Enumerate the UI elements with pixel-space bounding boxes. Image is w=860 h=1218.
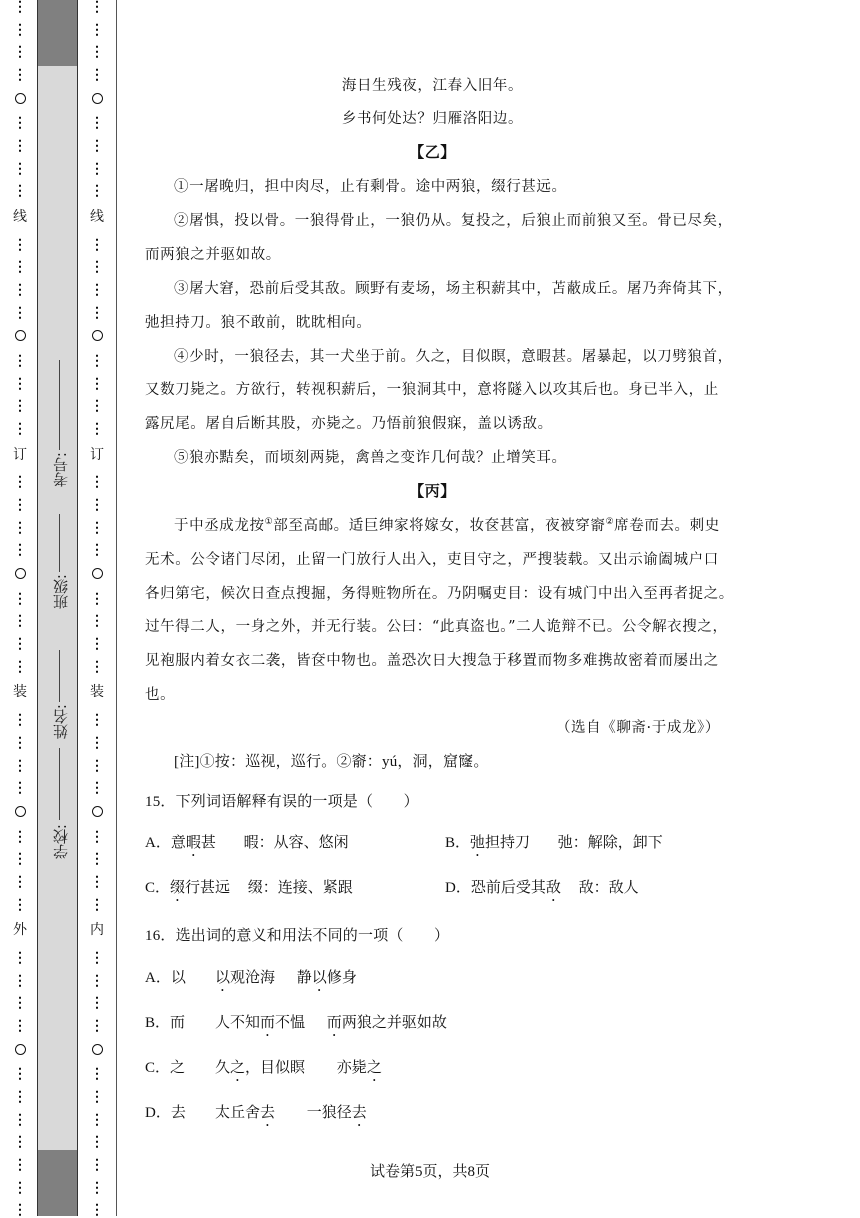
example-text: 太丘舍 bbox=[215, 1105, 261, 1121]
dotted-segment: ⋮ bbox=[13, 160, 27, 177]
paragraph-line: ③屠大窘，恐前后受其敌。顾野有麦场，场主积薪其中，苫蔽成丘。屠乃奔倚其下， bbox=[174, 281, 733, 297]
dotted-segment: ⋮ bbox=[90, 1017, 104, 1034]
dotted-segment: ⋮ bbox=[13, 259, 27, 276]
option-text: 行甚远 bbox=[185, 880, 231, 896]
exam-number-label: 考号: bbox=[52, 452, 70, 488]
binding-hole-circle bbox=[15, 568, 26, 579]
emphasized-char: 暇 bbox=[185, 835, 201, 851]
dotted-segment: ⋮ bbox=[90, 1088, 104, 1105]
dotted-segment: ⋮ bbox=[13, 304, 27, 321]
inner-dotted-line bbox=[89, 0, 105, 1216]
q15-option-d[interactable] bbox=[445, 876, 639, 905]
section-heading-bing: 【丙】 bbox=[409, 482, 456, 500]
class-field[interactable] bbox=[38, 560, 79, 640]
dotted-segment: ⋮ bbox=[90, 995, 104, 1012]
dotted-segment: ⋮ bbox=[90, 398, 104, 415]
dotted-segment: ⋮ bbox=[90, 780, 104, 797]
paragraph-line: 露尻尾。屠自后断其股，亦毙之。乃悟前狼假寐，盖以诱敌。 bbox=[145, 416, 553, 432]
source-citation: （选自《聊斋·于成龙》） bbox=[555, 720, 720, 736]
example-text: 两狼之并驱如故 bbox=[341, 1015, 447, 1031]
dotted-segment: ⋮ bbox=[13, 138, 27, 155]
dotted-segment: ⋮ bbox=[90, 873, 104, 890]
q16-option-c[interactable] bbox=[145, 1056, 382, 1085]
paragraph-line: 又数刀毙之。方欲行，转视积薪后，一狼洞其中，意将隧入以攻其后也。身已半入，止 bbox=[145, 382, 719, 398]
dotted-segment: ⋮ bbox=[13, 183, 27, 200]
dotted-segment: ⋮ bbox=[90, 67, 104, 84]
dotted-segment: ⋮ bbox=[13, 613, 27, 630]
dotted-segment: ⋮ bbox=[90, 304, 104, 321]
dotted-segment: ⋮ bbox=[90, 613, 104, 630]
name-underline bbox=[59, 650, 60, 702]
emphasized-char: 去 bbox=[351, 1105, 367, 1121]
binding-hole-circle bbox=[15, 330, 26, 341]
dotted-segment: ⋮ bbox=[13, 542, 27, 559]
emphasized-char: 以 bbox=[215, 970, 231, 986]
dotted-segment: ⋮ bbox=[90, 375, 104, 392]
binding-hole-circle bbox=[92, 1044, 103, 1055]
dotted-segment: ⋮ bbox=[13, 519, 27, 536]
paragraph-line: 无术。公令诸门尽闭，止留一门放行人出入，吏目守之，严搜装载。又出示谕阖城户口 bbox=[145, 552, 719, 568]
dotted-segment: ⋮ bbox=[13, 1202, 27, 1218]
paragraph-line: ⑤狼亦黠矣，而顷刻两毙，禽兽之变诈几何哉？止增笑耳。 bbox=[174, 450, 567, 466]
example-text: 静 bbox=[296, 970, 312, 986]
dotted-segment: ⋮ bbox=[90, 1134, 104, 1151]
option-gloss: 弛：解除，卸下 bbox=[557, 835, 663, 851]
example-text: 人不知 bbox=[215, 1015, 261, 1031]
footnote-marker: ① bbox=[264, 517, 274, 528]
example-text: 久 bbox=[215, 1060, 231, 1076]
option-label: C．之 bbox=[145, 1060, 186, 1076]
dotted-segment: ⋮ bbox=[90, 519, 104, 536]
dotted-segment: ⋮ bbox=[90, 474, 104, 491]
q16-option-b[interactable] bbox=[145, 1011, 447, 1040]
paragraph-line: 弛担持刀。狼不敢前，眈眈相向。 bbox=[145, 315, 372, 331]
dotted-segment: ⋮ bbox=[90, 0, 104, 15]
option-label: D．恐前后受其 bbox=[445, 880, 546, 896]
dotted-segment: ⋮ bbox=[13, 282, 27, 299]
margin-label: 内 bbox=[90, 922, 104, 939]
margin-rule bbox=[116, 0, 117, 1216]
binding-hole-circle bbox=[92, 806, 103, 817]
poem-line: 乡书何处达？归雁洛阳边。 bbox=[341, 111, 524, 127]
margin-label: 线 bbox=[90, 209, 104, 226]
name-label: 姓名: bbox=[52, 704, 70, 740]
option-gloss: 暇：从容、悠闲 bbox=[243, 835, 349, 851]
poem-line: 海日生残夜，江春入旧年。 bbox=[341, 78, 524, 94]
emphasized-char: 而 bbox=[326, 1015, 342, 1031]
dotted-segment: ⋮ bbox=[13, 497, 27, 514]
dotted-segment: ⋮ bbox=[13, 658, 27, 675]
school-underline bbox=[59, 748, 60, 820]
paragraph-line: 各归第宅，候次日查点搜掘，务得赃物所在。乃阴嘱吏目：设有城门中出入至再者捉之。 bbox=[145, 586, 734, 602]
binding-hole-circle bbox=[15, 1044, 26, 1055]
dotted-segment: ⋮ bbox=[90, 972, 104, 989]
dotted-segment: ⋮ bbox=[90, 658, 104, 675]
dotted-segment: ⋮ bbox=[13, 353, 27, 370]
outer-dotted-line bbox=[12, 0, 28, 1216]
q15-option-b[interactable] bbox=[445, 831, 663, 860]
dotted-segment: ⋮ bbox=[90, 282, 104, 299]
dotted-segment: ⋮ bbox=[90, 353, 104, 370]
text-run: 部至高邮。适巨绅家将嫁女，妆奁甚富，夜被穿窬 bbox=[273, 518, 606, 534]
margin-label: 装 bbox=[13, 684, 27, 701]
option-text: 担持刀 bbox=[485, 835, 531, 851]
q15-option-a[interactable] bbox=[145, 831, 349, 860]
dotted-segment: ⋮ bbox=[90, 1156, 104, 1173]
text-run: 席卷而去。刺史 bbox=[614, 518, 720, 534]
margin-label: 外 bbox=[13, 922, 27, 939]
dotted-segment: ⋮ bbox=[90, 138, 104, 155]
question-16-stem: 16．选出词的意义和用法不同的一项（ ） bbox=[145, 928, 450, 944]
dotted-segment: ⋮ bbox=[13, 1134, 27, 1151]
dotted-segment: ⋮ bbox=[13, 949, 27, 966]
option-label: A．意 bbox=[145, 835, 186, 851]
emphasized-char: 以 bbox=[311, 970, 327, 986]
dotted-segment: ⋮ bbox=[13, 873, 27, 890]
dotted-segment: ⋮ bbox=[13, 780, 27, 797]
margin-label: 订 bbox=[90, 446, 104, 463]
dotted-segment: ⋮ bbox=[13, 757, 27, 774]
dotted-segment: ⋮ bbox=[90, 851, 104, 868]
emphasized-char: 而 bbox=[260, 1015, 276, 1031]
footnote-marker: ② bbox=[605, 517, 615, 528]
dotted-segment: ⋮ bbox=[13, 421, 27, 438]
dotted-segment: ⋮ bbox=[90, 712, 104, 729]
dotted-segment: ⋮ bbox=[90, 115, 104, 132]
binding-hole-circle bbox=[92, 330, 103, 341]
emphasized-char: 敌 bbox=[545, 880, 561, 896]
dotted-segment: ⋮ bbox=[90, 236, 104, 253]
dotted-segment: ⋮ bbox=[90, 828, 104, 845]
strip-top-block bbox=[38, 0, 77, 66]
paragraph-line: 而两狼之并驱如故。 bbox=[145, 247, 281, 263]
dotted-segment: ⋮ bbox=[13, 590, 27, 607]
margin-label: 线 bbox=[13, 209, 27, 226]
margin-label: 订 bbox=[13, 446, 27, 463]
dotted-segment: ⋮ bbox=[13, 851, 27, 868]
dotted-segment: ⋮ bbox=[90, 590, 104, 607]
emphasized-char: 弛 bbox=[470, 835, 486, 851]
dotted-segment: ⋮ bbox=[13, 1017, 27, 1034]
dotted-segment: ⋮ bbox=[13, 474, 27, 491]
option-label: B．而 bbox=[145, 1015, 186, 1031]
paragraph-line: 见袍服内着女衣二袭，皆奁中物也。盖恐次日大搜急于移置而物多难携故密着而屡出之 bbox=[145, 653, 719, 669]
dotted-segment: ⋮ bbox=[13, 734, 27, 751]
paragraph-line: ①一屠晚归，担中肉尽，止有剩骨。途中两狼，缀行甚远。 bbox=[174, 179, 567, 195]
option-text: 甚 bbox=[200, 835, 216, 851]
dotted-segment: ⋮ bbox=[13, 375, 27, 392]
dotted-segment: ⋮ bbox=[13, 896, 27, 913]
question-15-stem: 15．下列词语解释有误的一项是（ ） bbox=[145, 794, 419, 810]
binding-hole-circle bbox=[15, 806, 26, 817]
dotted-segment: ⋮ bbox=[90, 497, 104, 514]
footnote: [注]①按：巡视，巡行。②窬：yú，洞，窟窿。 bbox=[174, 754, 489, 770]
dotted-segment: ⋮ bbox=[13, 1156, 27, 1173]
example-text: 观沧海 bbox=[230, 970, 276, 986]
dotted-segment: ⋮ bbox=[90, 734, 104, 751]
class-underline bbox=[59, 514, 60, 572]
option-label: C． bbox=[145, 880, 171, 896]
dotted-segment: ⋮ bbox=[13, 712, 27, 729]
dotted-segment: ⋮ bbox=[13, 972, 27, 989]
paragraph-line: ④少时，一狼径去，其一犬坐于前。久之，目似瞑，意暇甚。屠暴起，以刀劈狼首， bbox=[174, 349, 733, 365]
binding-hole-circle bbox=[92, 568, 103, 579]
dotted-segment: ⋮ bbox=[90, 949, 104, 966]
dotted-segment: ⋮ bbox=[13, 1111, 27, 1128]
emphasized-char: 之 bbox=[366, 1060, 382, 1076]
binding-hole-circle bbox=[15, 93, 26, 104]
paragraph-line: ②屠惧，投以骨。一狼得骨止，一狼仍从。复投之，后狼止而前狼又至。骨已尽矣， bbox=[174, 213, 733, 229]
example-text: 亦毙 bbox=[336, 1060, 367, 1076]
binding-hole-circle bbox=[92, 93, 103, 104]
dotted-segment: ⋮ bbox=[90, 1179, 104, 1196]
option-label: B． bbox=[445, 835, 471, 851]
margin-label: 装 bbox=[90, 684, 104, 701]
dotted-segment: ⋮ bbox=[13, 44, 27, 61]
dotted-segment: ⋮ bbox=[90, 421, 104, 438]
exam-number-field[interactable] bbox=[38, 410, 79, 510]
q16-option-d[interactable] bbox=[145, 1101, 367, 1130]
dotted-segment: ⋮ bbox=[90, 1066, 104, 1083]
dotted-segment: ⋮ bbox=[13, 1179, 27, 1196]
dotted-segment: ⋮ bbox=[90, 183, 104, 200]
dotted-segment: ⋮ bbox=[13, 1088, 27, 1105]
emphasized-char: 之 bbox=[230, 1060, 246, 1076]
dotted-segment: ⋮ bbox=[13, 828, 27, 845]
exam-number-underline bbox=[59, 360, 60, 450]
example-text: 一狼径 bbox=[306, 1105, 352, 1121]
dotted-segment: ⋮ bbox=[90, 542, 104, 559]
q15-option-c[interactable] bbox=[145, 876, 353, 905]
dotted-segment: ⋮ bbox=[90, 636, 104, 653]
paragraph-line: 过午得二人，一身之外，并无行装。公曰：“此真盗也。”二人诡辩不已。公令解衣搜之， bbox=[145, 619, 728, 635]
option-gloss: 缀：连接、紧跟 bbox=[247, 880, 353, 896]
dotted-segment: ⋮ bbox=[90, 896, 104, 913]
binding-margin bbox=[0, 0, 118, 1216]
section-heading-yi: 【乙】 bbox=[409, 143, 456, 161]
option-label: A．以 bbox=[145, 970, 186, 986]
class-label: 班级: bbox=[52, 574, 70, 610]
paragraph-line: 也。 bbox=[145, 687, 176, 703]
dotted-segment: ⋮ bbox=[13, 115, 27, 132]
dotted-segment: ⋮ bbox=[13, 995, 27, 1012]
dotted-segment: ⋮ bbox=[13, 636, 27, 653]
dotted-segment: ⋮ bbox=[90, 44, 104, 61]
paragraph-line bbox=[145, 514, 720, 535]
example-text: 修身 bbox=[326, 970, 357, 986]
dotted-segment: ⋮ bbox=[90, 1202, 104, 1218]
school-field[interactable] bbox=[38, 820, 79, 900]
page-footer: 试卷第5页，共8页 bbox=[369, 1164, 490, 1180]
dotted-segment: ⋮ bbox=[90, 160, 104, 177]
dotted-segment: ⋮ bbox=[90, 21, 104, 38]
school-label: 学校: bbox=[52, 824, 70, 860]
student-info-strip bbox=[37, 0, 78, 1216]
option-label: D．去 bbox=[145, 1105, 186, 1121]
example-text: ，目似瞑 bbox=[245, 1060, 306, 1076]
emphasized-char: 缀 bbox=[170, 880, 186, 896]
dotted-segment: ⋮ bbox=[90, 259, 104, 276]
dotted-segment: ⋮ bbox=[90, 757, 104, 774]
q16-option-a[interactable] bbox=[145, 966, 357, 995]
dotted-segment: ⋮ bbox=[13, 398, 27, 415]
text-run: 于中丞成龙按 bbox=[174, 518, 265, 534]
dotted-segment: ⋮ bbox=[13, 67, 27, 84]
dotted-segment: ⋮ bbox=[90, 1111, 104, 1128]
emphasized-char: 去 bbox=[260, 1105, 276, 1121]
option-gloss: 敌：敌人 bbox=[578, 880, 639, 896]
dotted-segment: ⋮ bbox=[13, 0, 27, 15]
dotted-segment: ⋮ bbox=[13, 236, 27, 253]
dotted-segment: ⋮ bbox=[13, 1066, 27, 1083]
dotted-segment: ⋮ bbox=[13, 21, 27, 38]
example-text: 不愠 bbox=[275, 1015, 306, 1031]
